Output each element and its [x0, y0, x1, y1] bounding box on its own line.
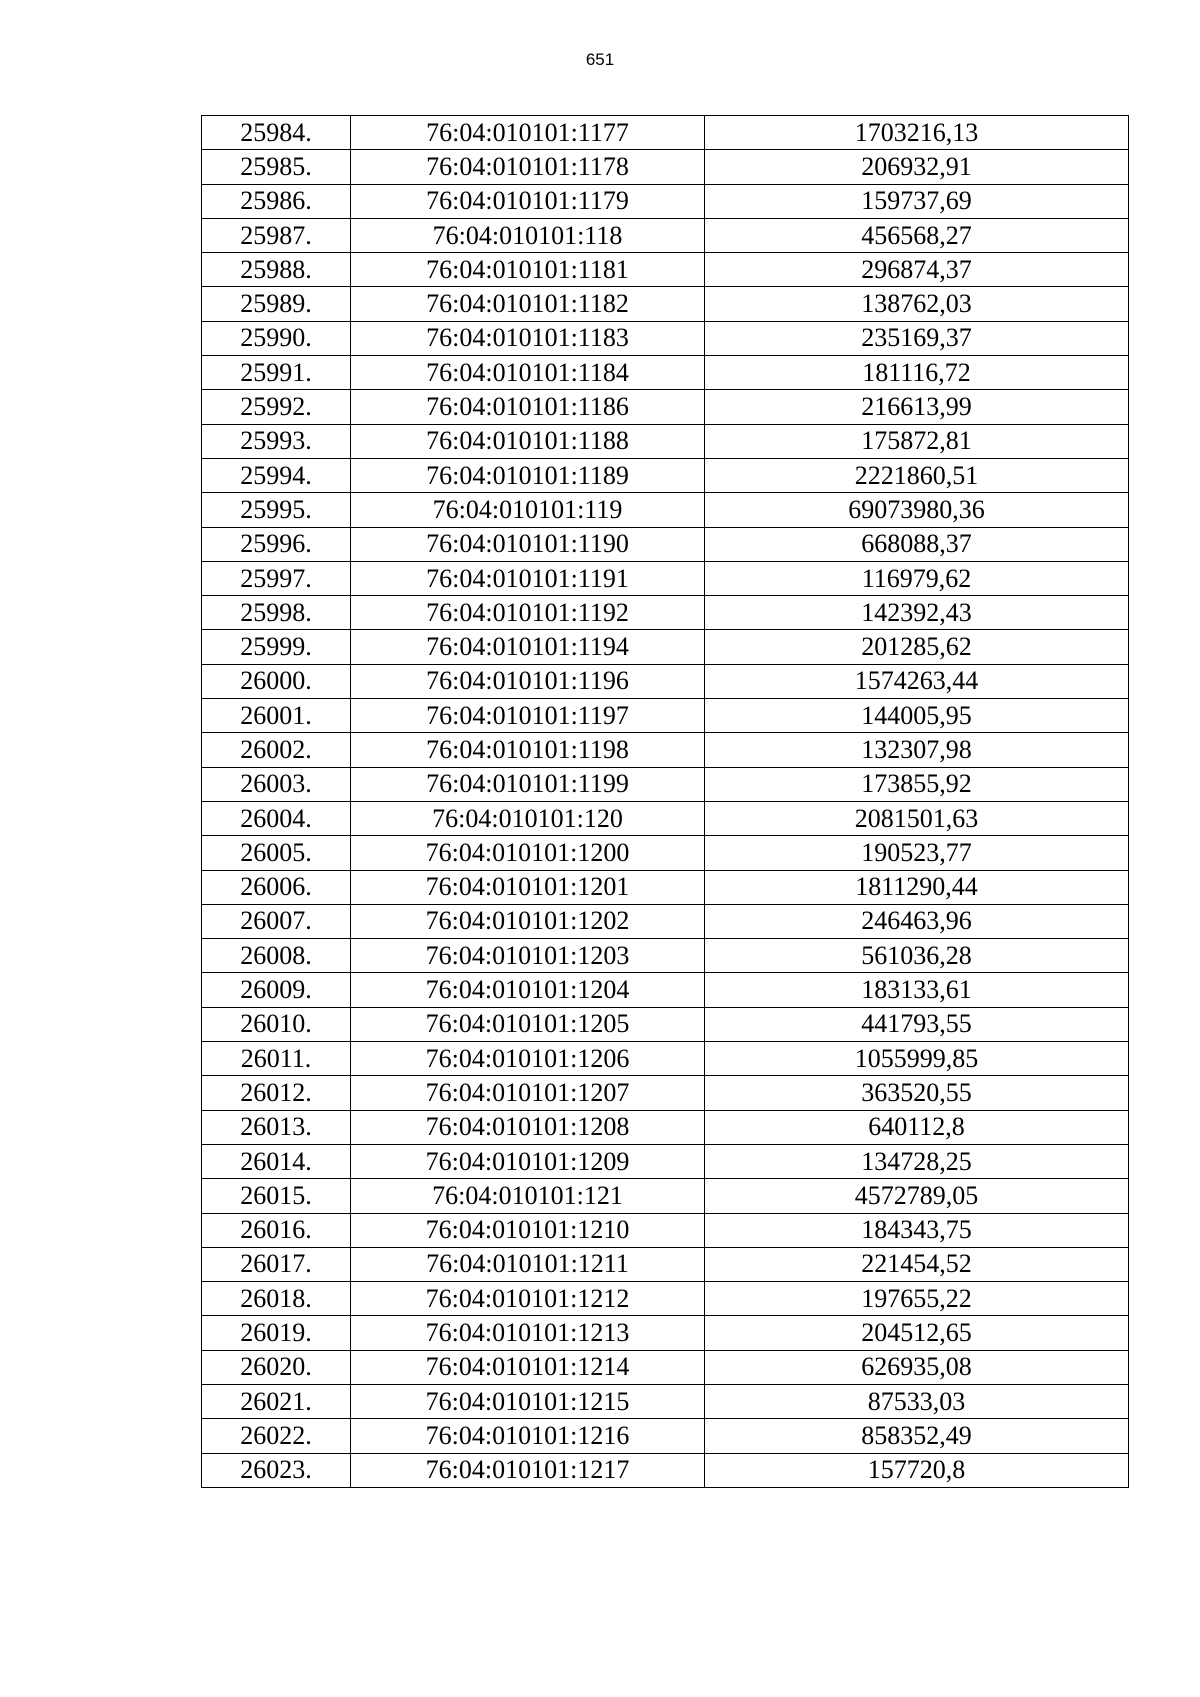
table-row — [202, 1282, 1129, 1316]
table-row — [202, 253, 1129, 287]
cadastral-number-cell: 76:04:010101:1217 — [351, 1453, 705, 1487]
table-row — [202, 287, 1129, 321]
row-number-cell: 26008. — [202, 939, 351, 973]
row-number-cell: 26015. — [202, 1179, 351, 1213]
cadastral-value-cell: 206932,91 — [705, 150, 1129, 184]
cadastral-value-cell: 640112,8 — [705, 1110, 1129, 1144]
cadastral-number-cell: 76:04:010101:1179 — [351, 184, 705, 218]
row-number-cell: 26002. — [202, 733, 351, 767]
cadastral-number-cell: 76:04:010101:1196 — [351, 664, 705, 698]
table-row — [202, 904, 1129, 938]
cadastral-value-cell: 246463,96 — [705, 904, 1129, 938]
cadastral-value-cell: 183133,61 — [705, 973, 1129, 1007]
cadastral-value-cell: 561036,28 — [705, 939, 1129, 973]
cadastral-number-cell: 76:04:010101:1199 — [351, 767, 705, 801]
table-row — [202, 836, 1129, 870]
table-row — [202, 493, 1129, 527]
table-row — [202, 1042, 1129, 1076]
cadastral-value-cell: 1574263,44 — [705, 664, 1129, 698]
row-number-cell: 26004. — [202, 801, 351, 835]
cadastral-value-cell: 668088,37 — [705, 527, 1129, 561]
cadastral-value-cell: 87533,03 — [705, 1384, 1129, 1418]
cadastral-number-cell: 76:04:010101:1211 — [351, 1247, 705, 1281]
cadastral-value-cell: 858352,49 — [705, 1419, 1129, 1453]
table-row — [202, 630, 1129, 664]
table-row — [202, 150, 1129, 184]
cadastral-value-cell: 134728,25 — [705, 1144, 1129, 1178]
table-row — [202, 870, 1129, 904]
cadastral-number-cell: 76:04:010101:1202 — [351, 904, 705, 938]
cadastral-value-cell: 2221860,51 — [705, 458, 1129, 492]
cadastral-number-cell: 76:04:010101:1213 — [351, 1316, 705, 1350]
table-row — [202, 458, 1129, 492]
row-number-cell: 26022. — [202, 1419, 351, 1453]
row-number-cell: 25998. — [202, 596, 351, 630]
cadastral-value-cell: 184343,75 — [705, 1213, 1129, 1247]
row-number-cell: 25999. — [202, 630, 351, 664]
row-number-cell: 25994. — [202, 458, 351, 492]
row-number-cell: 26014. — [202, 1144, 351, 1178]
cadastral-number-cell: 76:04:010101:1203 — [351, 939, 705, 973]
row-number-cell: 25995. — [202, 493, 351, 527]
cadastral-number-cell: 76:04:010101:1204 — [351, 973, 705, 1007]
table-row — [202, 184, 1129, 218]
row-number-cell: 26016. — [202, 1213, 351, 1247]
cadastral-number-cell: 76:04:010101:1200 — [351, 836, 705, 870]
table-row — [202, 218, 1129, 252]
row-number-cell: 25993. — [202, 424, 351, 458]
cadastral-number-cell: 76:04:010101:1198 — [351, 733, 705, 767]
row-number-cell: 25996. — [202, 527, 351, 561]
row-number-cell: 26005. — [202, 836, 351, 870]
cadastral-number-cell: 76:04:010101:1182 — [351, 287, 705, 321]
cadastral-value-cell: 4572789,05 — [705, 1179, 1129, 1213]
cadastral-value-cell: 456568,27 — [705, 218, 1129, 252]
table-row — [202, 733, 1129, 767]
page-number: 651 — [585, 50, 615, 69]
table-body — [202, 116, 1129, 1488]
table-row — [202, 390, 1129, 424]
row-number-cell: 26003. — [202, 767, 351, 801]
row-number-cell: 26007. — [202, 904, 351, 938]
table-row — [202, 1144, 1129, 1178]
row-number-cell: 26011. — [202, 1042, 351, 1076]
table-row — [202, 527, 1129, 561]
cadastral-value-cell: 175872,81 — [705, 424, 1129, 458]
table-row — [202, 356, 1129, 390]
row-number-cell: 26021. — [202, 1384, 351, 1418]
table-row — [202, 1110, 1129, 1144]
cadastral-value-cell: 363520,55 — [705, 1076, 1129, 1110]
table-row — [202, 561, 1129, 595]
cadastral-number-cell: 76:04:010101:1194 — [351, 630, 705, 664]
cadastral-number-cell: 76:04:010101:1210 — [351, 1213, 705, 1247]
cadastral-number-cell: 76:04:010101:121 — [351, 1179, 705, 1213]
table-row — [202, 1419, 1129, 1453]
table-row — [202, 1179, 1129, 1213]
table-row — [202, 1316, 1129, 1350]
table-row — [202, 596, 1129, 630]
row-number-cell: 26006. — [202, 870, 351, 904]
cadastral-value-cell: 116979,62 — [705, 561, 1129, 595]
table-row — [202, 1007, 1129, 1041]
table-row — [202, 801, 1129, 835]
table-row — [202, 1247, 1129, 1281]
cadastral-value-cell: 441793,55 — [705, 1007, 1129, 1041]
row-number-cell: 26013. — [202, 1110, 351, 1144]
table-row — [202, 699, 1129, 733]
row-number-cell: 25986. — [202, 184, 351, 218]
row-number-cell: 26000. — [202, 664, 351, 698]
row-number-cell: 25997. — [202, 561, 351, 595]
cadastral-value-cell: 197655,22 — [705, 1282, 1129, 1316]
row-number-cell: 26001. — [202, 699, 351, 733]
row-number-cell: 26023. — [202, 1453, 351, 1487]
table-row — [202, 1384, 1129, 1418]
table-row — [202, 939, 1129, 973]
cadastral-number-cell: 76:04:010101:1215 — [351, 1384, 705, 1418]
table-row — [202, 973, 1129, 1007]
table-row — [202, 424, 1129, 458]
row-number-cell: 26009. — [202, 973, 351, 1007]
cadastral-number-cell: 76:04:010101:1190 — [351, 527, 705, 561]
cadastral-value-cell: 173855,92 — [705, 767, 1129, 801]
cadastral-number-cell: 76:04:010101:1177 — [351, 116, 705, 150]
cadastral-number-cell: 76:04:010101:119 — [351, 493, 705, 527]
row-number-cell: 25984. — [202, 116, 351, 150]
cadastral-number-cell: 76:04:010101:1184 — [351, 356, 705, 390]
row-number-cell: 26017. — [202, 1247, 351, 1281]
cadastral-number-cell: 76:04:010101:1206 — [351, 1042, 705, 1076]
row-number-cell: 25987. — [202, 218, 351, 252]
table-row — [202, 1213, 1129, 1247]
cadastral-value-cell: 138762,03 — [705, 287, 1129, 321]
cadastral-number-cell: 76:04:010101:1205 — [351, 1007, 705, 1041]
cadastral-number-cell: 76:04:010101:1191 — [351, 561, 705, 595]
table-row — [202, 767, 1129, 801]
cadastral-number-cell: 76:04:010101:1189 — [351, 458, 705, 492]
row-number-cell: 26018. — [202, 1282, 351, 1316]
cadastral-value-cell: 190523,77 — [705, 836, 1129, 870]
cadastral-value-cell: 2081501,63 — [705, 801, 1129, 835]
cadastral-number-cell: 76:04:010101:1192 — [351, 596, 705, 630]
cadastral-number-cell: 76:04:010101:1197 — [351, 699, 705, 733]
cadastral-value-cell: 1703216,13 — [705, 116, 1129, 150]
cadastral-number-cell: 76:04:010101:1183 — [351, 321, 705, 355]
cadastral-number-cell: 76:04:010101:1188 — [351, 424, 705, 458]
cadastral-number-cell: 76:04:010101:1209 — [351, 1144, 705, 1178]
table-row — [202, 1076, 1129, 1110]
row-number-cell: 25988. — [202, 253, 351, 287]
table-row — [202, 1350, 1129, 1384]
cadastral-value-cell: 1055999,85 — [705, 1042, 1129, 1076]
cadastral-value-cell: 157720,8 — [705, 1453, 1129, 1487]
cadastral-value-cell: 144005,95 — [705, 699, 1129, 733]
row-number-cell: 25985. — [202, 150, 351, 184]
row-number-cell: 25989. — [202, 287, 351, 321]
cadastral-value-cell: 216613,99 — [705, 390, 1129, 424]
cadastral-number-cell: 76:04:010101:1181 — [351, 253, 705, 287]
cadastral-value-cell: 181116,72 — [705, 356, 1129, 390]
cadastral-number-cell: 76:04:010101:1207 — [351, 1076, 705, 1110]
row-number-cell: 25992. — [202, 390, 351, 424]
cadastral-number-cell: 76:04:010101:120 — [351, 801, 705, 835]
row-number-cell: 26020. — [202, 1350, 351, 1384]
cadastral-value-cell: 296874,37 — [705, 253, 1129, 287]
row-number-cell: 26019. — [202, 1316, 351, 1350]
cadastral-value-cell: 626935,08 — [705, 1350, 1129, 1384]
cadastral-value-table — [201, 115, 1129, 1488]
row-number-cell: 25991. — [202, 356, 351, 390]
table-row — [202, 664, 1129, 698]
row-number-cell: 26010. — [202, 1007, 351, 1041]
cadastral-number-cell: 76:04:010101:1208 — [351, 1110, 705, 1144]
cadastral-number-cell: 76:04:010101:118 — [351, 218, 705, 252]
cadastral-value-cell: 235169,37 — [705, 321, 1129, 355]
table-row — [202, 116, 1129, 150]
cadastral-number-cell: 76:04:010101:1212 — [351, 1282, 705, 1316]
cadastral-value-cell: 159737,69 — [705, 184, 1129, 218]
row-number-cell: 26012. — [202, 1076, 351, 1110]
cadastral-value-cell: 142392,43 — [705, 596, 1129, 630]
cadastral-number-cell: 76:04:010101:1201 — [351, 870, 705, 904]
cadastral-number-cell: 76:04:010101:1178 — [351, 150, 705, 184]
cadastral-value-cell: 132307,98 — [705, 733, 1129, 767]
cadastral-value-cell: 204512,65 — [705, 1316, 1129, 1350]
cadastral-number-cell: 76:04:010101:1216 — [351, 1419, 705, 1453]
cadastral-value-cell: 201285,62 — [705, 630, 1129, 664]
cadastral-value-cell: 1811290,44 — [705, 870, 1129, 904]
table-row — [202, 321, 1129, 355]
cadastral-value-cell: 69073980,36 — [705, 493, 1129, 527]
cadastral-value-cell: 221454,52 — [705, 1247, 1129, 1281]
cadastral-number-cell: 76:04:010101:1186 — [351, 390, 705, 424]
table-row — [202, 1453, 1129, 1487]
cadastral-number-cell: 76:04:010101:1214 — [351, 1350, 705, 1384]
row-number-cell: 25990. — [202, 321, 351, 355]
